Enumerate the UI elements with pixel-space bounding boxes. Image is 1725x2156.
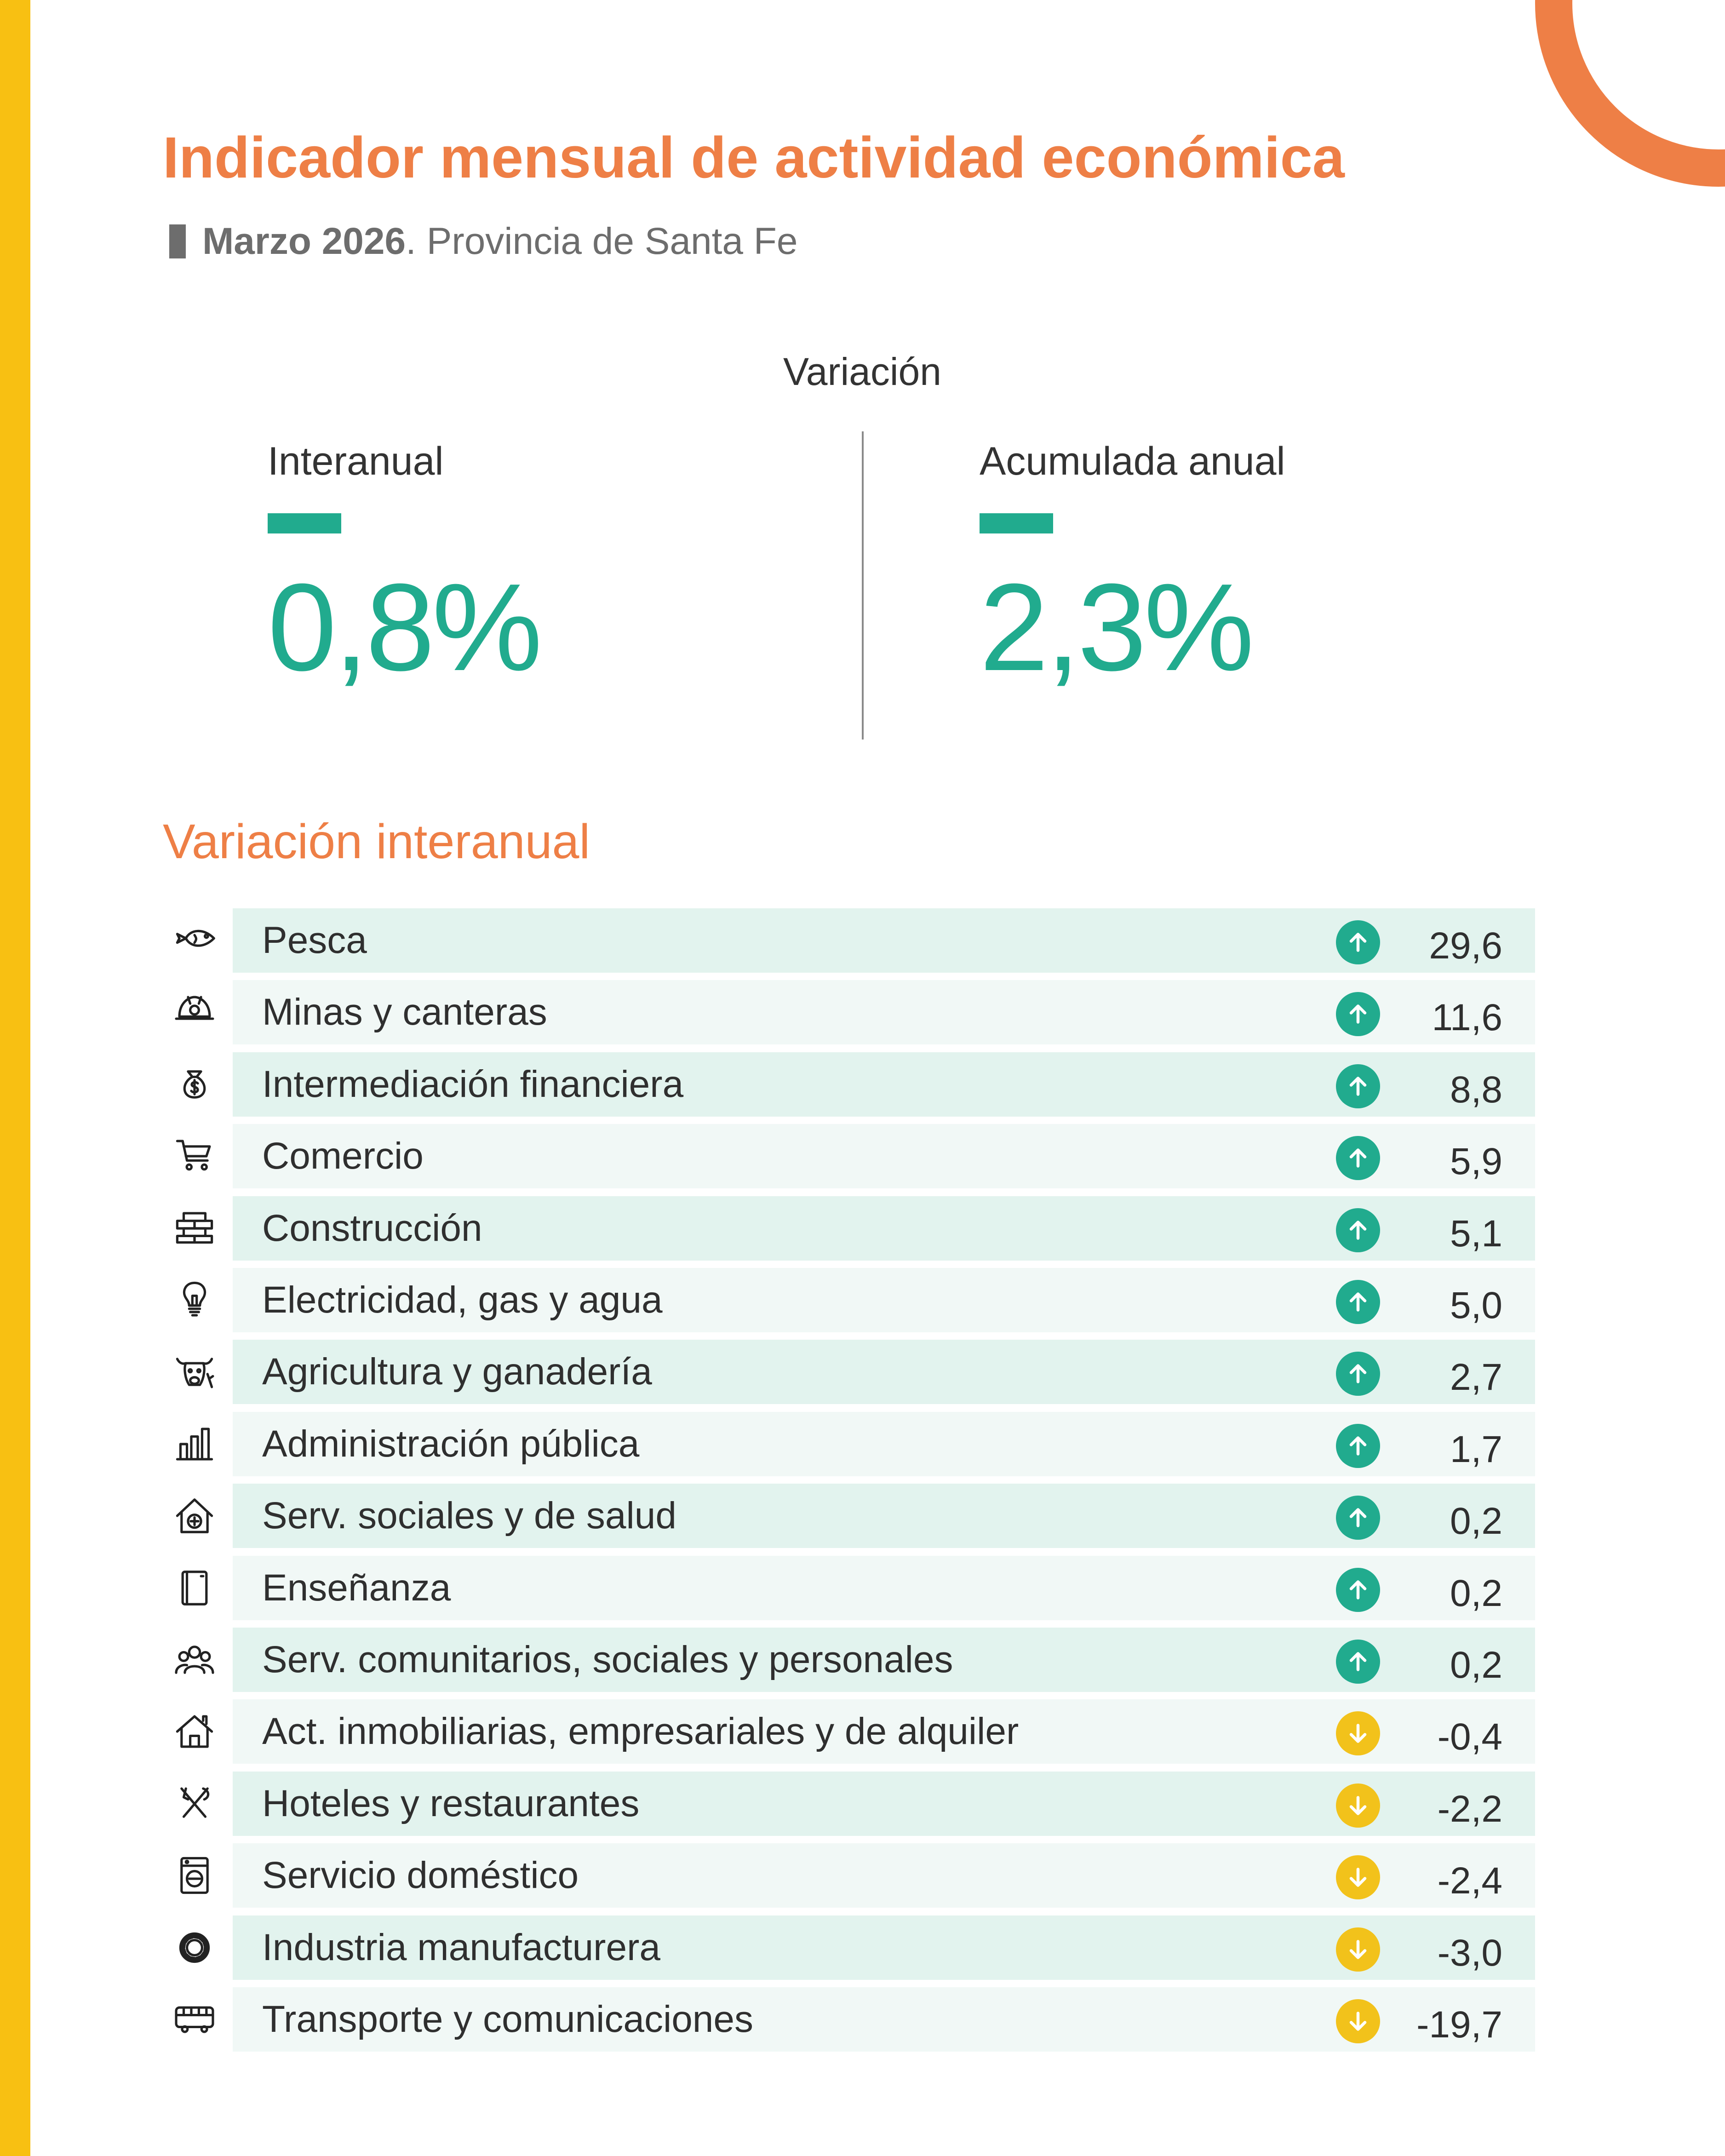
kpi-interanual-label: Interanual bbox=[268, 439, 444, 483]
kpi-acumulada-label: Acumulada anual bbox=[980, 439, 1285, 483]
bar-chart-icon bbox=[166, 1422, 224, 1466]
trend-up-badge bbox=[1336, 992, 1380, 1036]
table-row bbox=[0, 1772, 1725, 1836]
table-row bbox=[0, 1484, 1725, 1548]
bus-icon bbox=[166, 1998, 224, 2041]
page-title: Indicador mensual de actividad económica bbox=[163, 125, 1345, 190]
trend-up-badge bbox=[1336, 1568, 1380, 1612]
kpi-interanual-value: 0,8% bbox=[268, 558, 540, 697]
trend-up-badge bbox=[1336, 1424, 1380, 1468]
subtitle-marker bbox=[169, 224, 186, 258]
row-label: Intermediación financiera bbox=[262, 1063, 684, 1105]
arrow-up-icon bbox=[1344, 1000, 1372, 1028]
row-value: 0,2 bbox=[1450, 1500, 1502, 1542]
table-row bbox=[0, 1412, 1725, 1476]
row-value: 1,7 bbox=[1450, 1428, 1502, 1470]
arrow-up-icon bbox=[1344, 1360, 1372, 1388]
arrow-down-icon bbox=[1344, 2007, 1372, 2035]
house-icon bbox=[166, 1710, 224, 1753]
row-value: 5,9 bbox=[1450, 1141, 1502, 1183]
trend-up-badge bbox=[1336, 1208, 1380, 1252]
row-value: -19,7 bbox=[1416, 2004, 1502, 2046]
table-row bbox=[0, 1556, 1725, 1620]
trend-down-badge bbox=[1336, 1999, 1380, 2043]
row-label: Transporte y comunicaciones bbox=[262, 1998, 754, 2040]
row-label: Enseñanza bbox=[262, 1566, 451, 1609]
arrow-up-icon bbox=[1344, 1504, 1372, 1531]
kpi-divider bbox=[862, 431, 864, 740]
kpi-acumulada bbox=[980, 439, 1285, 697]
row-label: Act. inmobiliarias, empresariales y de alquiler bbox=[262, 1710, 1019, 1753]
washing-machine-icon bbox=[166, 1854, 224, 1897]
notebook-icon bbox=[166, 1566, 224, 1610]
gear-icon bbox=[166, 1926, 224, 1969]
row-value: 0,2 bbox=[1450, 1572, 1502, 1614]
row-value: 8,8 bbox=[1450, 1068, 1502, 1111]
trend-down-badge bbox=[1336, 1927, 1380, 1972]
table-row bbox=[0, 908, 1725, 973]
trend-down-badge bbox=[1336, 1711, 1380, 1755]
table-row bbox=[0, 1987, 1725, 2052]
trend-down-badge bbox=[1336, 1855, 1380, 1899]
row-value: -0,4 bbox=[1437, 1716, 1502, 1758]
trend-up-badge bbox=[1336, 1352, 1380, 1396]
fork-knife-icon bbox=[166, 1782, 224, 1825]
row-value: 5,0 bbox=[1450, 1284, 1502, 1326]
bricks-icon bbox=[166, 1207, 224, 1250]
table-row bbox=[0, 1196, 1725, 1261]
row-value: -2,2 bbox=[1437, 1788, 1502, 1830]
arrow-up-icon bbox=[1344, 929, 1372, 956]
row-value: -3,0 bbox=[1437, 1932, 1502, 1974]
row-label: Comercio bbox=[262, 1135, 424, 1177]
row-value: 0,2 bbox=[1450, 1644, 1502, 1686]
table-row bbox=[0, 1843, 1725, 1908]
money-bag-icon bbox=[166, 1063, 224, 1106]
row-label: Serv. sociales y de salud bbox=[262, 1495, 676, 1537]
arrow-up-icon bbox=[1344, 1576, 1372, 1604]
table-row bbox=[0, 1915, 1725, 1980]
table-row bbox=[0, 1628, 1725, 1692]
table-row bbox=[0, 1340, 1725, 1404]
arrow-up-icon bbox=[1344, 1288, 1372, 1316]
row-value: 29,6 bbox=[1429, 925, 1502, 967]
row-value: 2,7 bbox=[1450, 1356, 1502, 1399]
trend-up-badge bbox=[1336, 1064, 1380, 1108]
mining-helmet-icon bbox=[166, 991, 224, 1034]
kpi-interanual bbox=[268, 439, 540, 697]
arrow-up-icon bbox=[1344, 1072, 1372, 1100]
arrow-down-icon bbox=[1344, 1720, 1372, 1747]
variation-heading: Variación bbox=[783, 350, 941, 393]
section-title: Variación interanual bbox=[163, 814, 590, 869]
health-house-icon bbox=[166, 1494, 224, 1537]
table-row bbox=[0, 1124, 1725, 1188]
subtitle-period: Marzo 2026 bbox=[202, 220, 406, 262]
arrow-down-icon bbox=[1344, 1792, 1372, 1819]
arrow-up-icon bbox=[1344, 1432, 1372, 1460]
arrow-up-icon bbox=[1344, 1144, 1372, 1172]
arrow-down-icon bbox=[1344, 1864, 1372, 1891]
lightbulb-icon bbox=[166, 1279, 224, 1322]
row-label: Electricidad, gas y agua bbox=[262, 1279, 663, 1321]
row-value: 5,1 bbox=[1450, 1212, 1502, 1255]
shopping-cart-icon bbox=[166, 1135, 224, 1178]
row-label: Construcción bbox=[262, 1207, 482, 1249]
row-label: Servicio doméstico bbox=[262, 1854, 579, 1897]
subtitle-region: . Provincia de Santa Fe bbox=[406, 220, 798, 262]
trend-up-badge bbox=[1336, 1496, 1380, 1540]
arrow-up-icon bbox=[1344, 1216, 1372, 1244]
fish-icon bbox=[166, 919, 224, 962]
row-label: Hoteles y restaurantes bbox=[262, 1782, 640, 1824]
table-row bbox=[0, 1052, 1725, 1117]
table-row bbox=[0, 1268, 1725, 1332]
kpi-interanual-dash bbox=[268, 513, 341, 533]
row-label: Agricultura y ganadería bbox=[262, 1351, 652, 1393]
row-label: Pesca bbox=[262, 919, 367, 961]
kpi-acumulada-dash bbox=[980, 513, 1053, 533]
cow-icon bbox=[166, 1350, 224, 1393]
trend-up-badge bbox=[1336, 1640, 1380, 1684]
trend-up-badge bbox=[1336, 1136, 1380, 1180]
trend-up-badge bbox=[1336, 1280, 1380, 1324]
trend-up-badge bbox=[1336, 920, 1380, 964]
row-label: Industria manufacturera bbox=[262, 1926, 661, 1968]
people-group-icon bbox=[166, 1638, 224, 1681]
table-row bbox=[0, 1699, 1725, 1764]
row-value: 11,6 bbox=[1432, 997, 1502, 1039]
arrow-down-icon bbox=[1344, 1936, 1372, 1963]
kpi-acumulada-value: 2,3% bbox=[980, 558, 1252, 697]
trend-down-badge bbox=[1336, 1783, 1380, 1828]
table-row bbox=[0, 980, 1725, 1044]
row-label: Administración pública bbox=[262, 1422, 640, 1465]
row-label: Serv. comunitarios, sociales y personales bbox=[262, 1639, 953, 1680]
corner-arc-decoration bbox=[1535, 0, 1725, 187]
arrow-up-icon bbox=[1344, 1648, 1372, 1675]
row-value: -2,4 bbox=[1437, 1860, 1502, 1902]
page-subtitle bbox=[169, 218, 797, 264]
row-label: Minas y canteras bbox=[262, 991, 547, 1033]
